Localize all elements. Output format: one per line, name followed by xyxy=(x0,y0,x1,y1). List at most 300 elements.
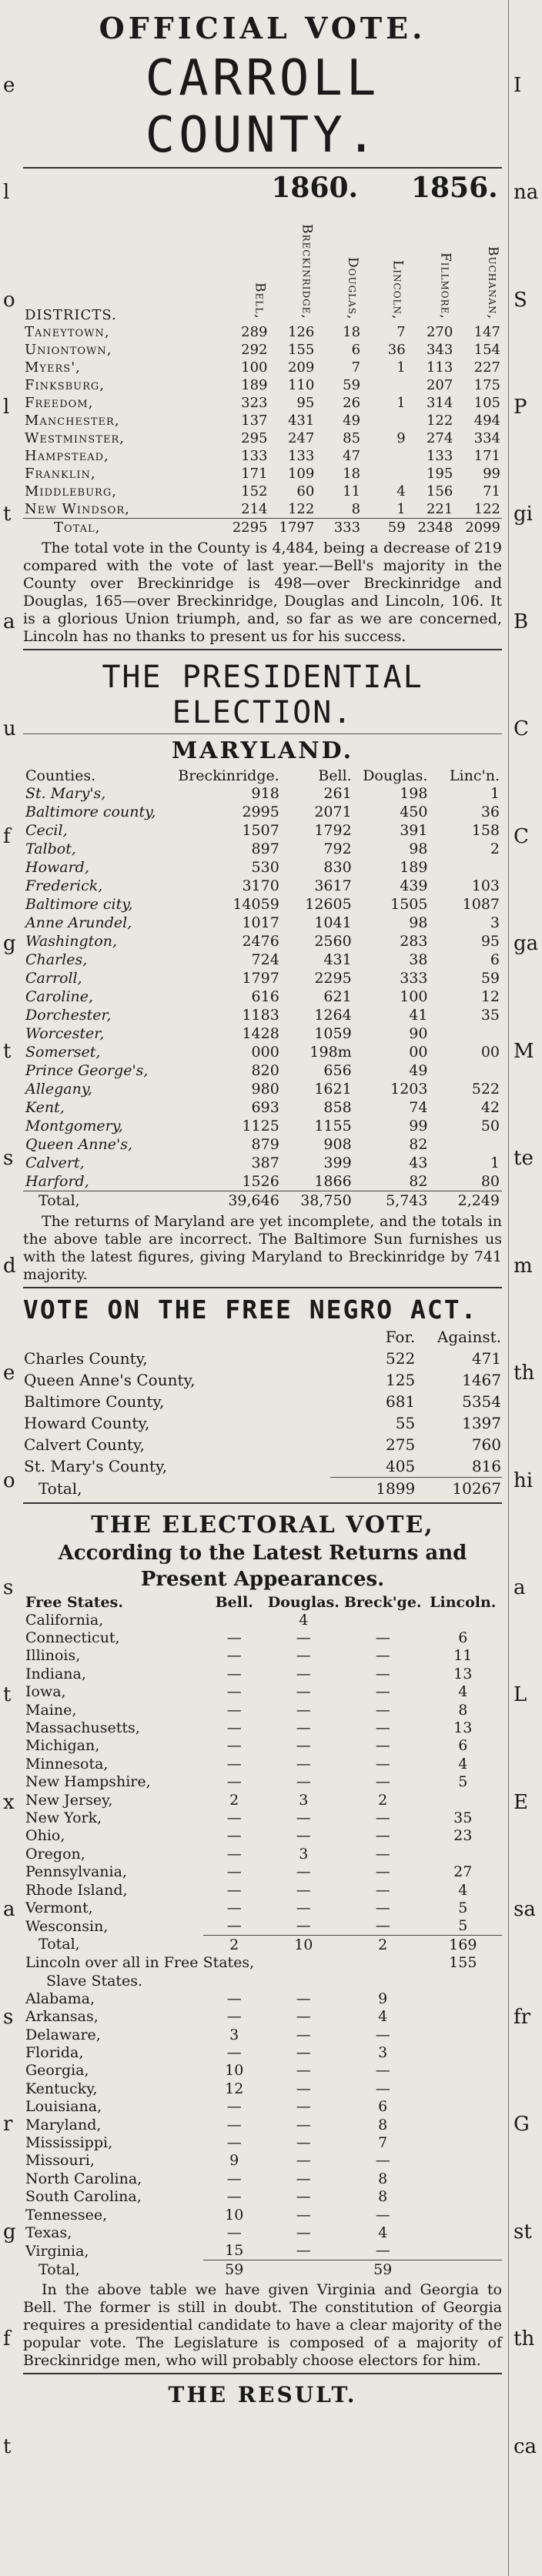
district-name: Uniontown, xyxy=(25,342,112,358)
margin-fragment: s xyxy=(3,1576,14,1599)
state-name: Oregon, xyxy=(25,1845,85,1863)
electoral-count: 10 xyxy=(225,2206,244,2224)
vote-count: 189 xyxy=(400,859,428,876)
electoral-count: 8 xyxy=(378,2170,388,2187)
margin-fragment: th xyxy=(514,2327,535,2350)
electoral-count: — xyxy=(226,2008,242,2026)
county-name: Talbot, xyxy=(25,840,76,857)
electoral-count: 10 xyxy=(225,2062,244,2080)
county-title: CARROLL COUNTY. xyxy=(145,50,380,164)
electoral-count: — xyxy=(226,1845,242,1863)
electoral-count: — xyxy=(226,2044,242,2062)
vote-count xyxy=(362,447,407,465)
electoral-count: 5 xyxy=(458,1917,468,1935)
total-value: 39,646 xyxy=(228,1192,279,1209)
margin-fragment: f xyxy=(3,825,11,848)
vote-count: 792 xyxy=(323,840,352,857)
electoral-count: 8 xyxy=(458,1701,468,1719)
vote-count: 105 xyxy=(473,395,500,411)
vote-count: 00 xyxy=(480,1044,500,1061)
table-row xyxy=(23,2206,502,2224)
divider xyxy=(23,2373,502,2374)
column-header: Breckinridge. xyxy=(178,767,279,784)
margin-fragment: f xyxy=(3,2327,11,2350)
electoral-count: — xyxy=(375,1881,390,1899)
electoral-count: 9 xyxy=(229,2152,239,2170)
table-row xyxy=(23,821,502,840)
total-value: 2 xyxy=(342,1936,424,1954)
vote-count: 980 xyxy=(251,1081,279,1098)
electoral-count: — xyxy=(375,1917,390,1935)
electoral-count: — xyxy=(375,1647,390,1665)
electoral-count: — xyxy=(296,2206,311,2224)
table-row xyxy=(23,2026,502,2043)
table-row xyxy=(23,914,502,932)
electoral-count: 5 xyxy=(458,1899,468,1916)
electoral-count: — xyxy=(296,1683,311,1701)
vote-count: 74 xyxy=(409,1099,428,1116)
electoral-count: — xyxy=(375,2062,390,2080)
table-row xyxy=(23,1647,502,1665)
vote-count: 292 xyxy=(241,342,268,358)
margin-fragment: a xyxy=(3,610,15,633)
electoral-count: — xyxy=(226,1809,242,1826)
state-name: Wesconsin, xyxy=(25,1917,109,1935)
table-row xyxy=(23,1665,502,1682)
column-header: Douglas. xyxy=(267,1594,340,1611)
electoral-count: — xyxy=(296,1737,311,1755)
lincoln-summary-label: Lincoln over all in Free States, xyxy=(25,1954,255,1972)
vote-count: 71 xyxy=(483,483,500,499)
margin-fragment: t xyxy=(3,503,12,526)
vote-count: 18 xyxy=(343,324,361,340)
electoral-count: — xyxy=(375,1665,390,1682)
table-row xyxy=(23,2133,502,2151)
vote-count: 154 xyxy=(473,342,500,358)
vote-count: 1866 xyxy=(314,1173,352,1190)
vote-count: 2295 xyxy=(314,970,352,987)
vote-count: 1797 xyxy=(242,970,279,987)
vote-count: 26 xyxy=(343,395,361,411)
vote-count: 59 xyxy=(343,377,361,393)
maryland-note: The returns of Maryland are yet incomplete, and the totals in the above table are incorrect. The Baltimore Sun furnishes us with the latest figures, giving Maryland to Breckinridge by 741 majority. xyxy=(23,1213,502,1283)
vote-count: 334 xyxy=(473,430,500,446)
electoral-count: 15 xyxy=(225,2242,244,2260)
divider xyxy=(23,649,502,650)
table-row xyxy=(23,2152,502,2170)
electoral-count: — xyxy=(296,2242,311,2260)
vote-count: 133 xyxy=(287,448,315,464)
candidate-header: Buchanan, xyxy=(485,246,500,319)
table-row xyxy=(23,1701,502,1719)
vote-count: 1183 xyxy=(242,1007,279,1024)
electoral-count xyxy=(424,2224,502,2241)
table-row xyxy=(23,1135,502,1154)
state-name: Tennessee, xyxy=(25,2206,108,2224)
electoral-count: — xyxy=(375,2152,390,2170)
vote-count: 1 xyxy=(490,785,500,802)
table-row xyxy=(23,1391,502,1412)
electoral-count: — xyxy=(296,1665,311,1682)
table-row xyxy=(23,1809,502,1826)
electoral-count: — xyxy=(375,2080,390,2097)
vote-count: 000 xyxy=(251,1044,279,1061)
electoral-count: — xyxy=(375,2026,390,2043)
vote-count xyxy=(362,465,407,483)
electoral-count: — xyxy=(296,1899,311,1916)
margin-fragment: P xyxy=(514,396,527,419)
electoral-count xyxy=(424,2206,502,2224)
vote-count: 1505 xyxy=(390,896,428,913)
total-row xyxy=(23,1478,502,1500)
electoral-count: — xyxy=(226,1755,242,1772)
table-row xyxy=(23,447,502,465)
vote-count: 858 xyxy=(323,1099,352,1116)
state-name: Maryland, xyxy=(25,2116,102,2133)
table-row xyxy=(23,2224,502,2241)
margin-fragment: na xyxy=(514,181,539,204)
column-header: Against. xyxy=(437,1328,501,1346)
table-row xyxy=(23,2242,502,2260)
vote-count: 621 xyxy=(323,988,352,1005)
table-row xyxy=(23,1737,502,1755)
electoral-count xyxy=(424,2098,502,2116)
electoral-count xyxy=(424,2008,502,2026)
electoral-count: — xyxy=(226,1881,242,1899)
electoral-count: — xyxy=(226,1629,242,1647)
total-value: 2295 xyxy=(232,520,268,536)
maryland-heading: MARYLAND. xyxy=(171,737,354,764)
table-row xyxy=(23,2098,502,2116)
divider xyxy=(23,1502,502,1504)
total-value: 59 xyxy=(342,2260,424,2279)
table-row xyxy=(23,483,502,500)
vote-count: 1 xyxy=(396,501,406,517)
vote-count: 95 xyxy=(480,933,500,950)
presidential-heading: THE PRESIDENTIAL ELECTION. xyxy=(102,660,423,730)
electoral-count xyxy=(424,2116,502,2133)
vote-count: 1017 xyxy=(242,914,279,931)
electoral-count: — xyxy=(375,1737,390,1755)
electoral-count: — xyxy=(226,2116,242,2133)
table-row xyxy=(23,895,502,914)
vote-count: 60 xyxy=(296,483,315,499)
vote-count: 35 xyxy=(480,1007,500,1024)
table-row xyxy=(23,1080,502,1098)
vote-count: 2995 xyxy=(242,804,279,820)
electoral-count: — xyxy=(226,1647,242,1665)
section-row xyxy=(23,1972,502,1990)
vote-count: 00 xyxy=(409,1044,428,1061)
year-1856: 1856. xyxy=(410,172,498,204)
vote-count: 214 xyxy=(241,501,268,517)
table-row xyxy=(23,2008,502,2026)
table-row xyxy=(23,803,502,821)
vote-count: 110 xyxy=(287,377,315,393)
vote-count: 1041 xyxy=(314,914,352,931)
electoral-count: 11 xyxy=(453,1647,473,1665)
county-name: Anne Arundel, xyxy=(25,914,132,931)
district-name: Middleburg, xyxy=(25,483,117,499)
electoral-count: — xyxy=(296,2098,311,2116)
electoral-count: 6 xyxy=(458,1629,468,1647)
electoral-count: — xyxy=(375,2242,390,2260)
vote-count: 14059 xyxy=(233,896,279,913)
carroll-results-table xyxy=(23,172,502,536)
vote-count: 49 xyxy=(409,1062,428,1079)
vote-count: 100 xyxy=(400,988,428,1005)
vote-count xyxy=(430,858,502,877)
vote-count: 494 xyxy=(473,413,500,429)
free-negro-heading: VOTE ON THE FREE NEGRO ACT. xyxy=(23,1295,478,1325)
electoral-count: — xyxy=(296,2026,311,2043)
state-name: Louisiana, xyxy=(25,2098,102,2116)
right-margin-fragments xyxy=(508,0,542,2576)
state-name: New York, xyxy=(25,1809,102,1826)
summary-row xyxy=(23,1953,502,1971)
vote-count: 122 xyxy=(426,413,453,429)
electoral-count: — xyxy=(226,1719,242,1737)
electoral-count: — xyxy=(226,1863,242,1881)
margin-fragment: o xyxy=(3,289,15,312)
result-heading: THE RESULT. xyxy=(168,2382,357,2408)
electoral-count: — xyxy=(296,2188,311,2206)
vote-count: 113 xyxy=(426,359,453,376)
electoral-count: — xyxy=(226,1737,242,1755)
vote-count: 99 xyxy=(483,466,500,482)
vote-count: 12605 xyxy=(305,896,352,913)
electoral-heading: THE ELECTORAL VOTE, xyxy=(91,1512,434,1539)
vote-count: 6 xyxy=(351,342,361,358)
electoral-count: 2 xyxy=(229,1791,239,1809)
table-row xyxy=(23,500,502,519)
total-label: Total, xyxy=(38,1478,82,1498)
electoral-count: 2 xyxy=(378,1791,388,1809)
table-row xyxy=(23,1845,502,1863)
margin-fragment: M xyxy=(514,1040,534,1063)
county-name: St. Mary's County, xyxy=(24,1457,167,1476)
vote-count: 270 xyxy=(426,324,453,340)
vote-count: 85 xyxy=(343,430,361,446)
state-name: Indiana, xyxy=(25,1665,86,1682)
table-row xyxy=(23,1863,502,1880)
lincoln-summary-value: 155 xyxy=(449,1954,477,1972)
table-row xyxy=(23,1434,502,1455)
margin-fragment: e xyxy=(3,74,15,97)
electoral-count: — xyxy=(296,2134,311,2152)
table-row xyxy=(23,1755,502,1772)
margin-fragment: E xyxy=(514,1791,528,1814)
vote-for: 681 xyxy=(386,1392,416,1411)
vote-count: 171 xyxy=(473,448,500,464)
table-row xyxy=(23,1172,502,1191)
maryland-results-table xyxy=(23,767,502,1210)
vote-count: 4 xyxy=(396,483,406,499)
electoral-count: 8 xyxy=(378,2116,388,2133)
total-value: 2 xyxy=(203,1936,266,1954)
state-name: North Carolina, xyxy=(25,2170,142,2187)
vote-count: 2560 xyxy=(314,933,352,950)
state-name: New Hampshire, xyxy=(25,1773,151,1791)
vote-count xyxy=(430,1135,502,1154)
table-row xyxy=(23,359,502,376)
table-row xyxy=(23,1348,502,1369)
table-row xyxy=(23,1629,502,1646)
total-value: 5,743 xyxy=(386,1192,428,1209)
district-name: New Windsor, xyxy=(25,501,130,517)
electoral-count: — xyxy=(296,1755,311,1772)
vote-for: 125 xyxy=(386,1371,416,1389)
free-negro-table xyxy=(23,1326,502,1499)
electoral-count: — xyxy=(296,1647,311,1665)
vote-count: 8 xyxy=(351,501,361,517)
vote-count: 156 xyxy=(426,483,453,499)
county-name: Prince George's, xyxy=(25,1062,149,1079)
county-name: Queen Anne's County, xyxy=(24,1371,196,1389)
margin-fragment: l xyxy=(3,181,10,204)
total-row xyxy=(23,519,502,537)
electoral-count: 3 xyxy=(299,1845,309,1863)
electoral-count: 8 xyxy=(378,2188,388,2206)
county-name: Montgomery, xyxy=(25,1118,123,1134)
county-name: Howard County, xyxy=(24,1414,150,1432)
vote-count: 1155 xyxy=(314,1118,352,1134)
total-value: 2348 xyxy=(417,520,453,536)
electoral-count: — xyxy=(296,2008,311,2026)
total-for: 1899 xyxy=(330,1478,417,1500)
divider xyxy=(23,1287,502,1288)
vote-count: 1059 xyxy=(314,1025,352,1042)
electoral-count: 9 xyxy=(378,1990,388,2007)
total-label: Total, xyxy=(38,2260,80,2278)
slave-states-label: Slave States. xyxy=(46,1972,143,1990)
electoral-count: 27 xyxy=(453,1863,473,1881)
vote-count: 830 xyxy=(323,859,352,876)
state-name: Virginia, xyxy=(25,2242,89,2260)
year-1860: 1860. xyxy=(271,172,359,204)
county-name: Harford, xyxy=(25,1173,89,1190)
county-name: Charles, xyxy=(25,951,88,968)
state-name: Maine, xyxy=(25,1701,77,1719)
electoral-table xyxy=(23,1594,502,2278)
margin-fragment: s xyxy=(3,1147,14,1170)
electoral-count: — xyxy=(375,1755,390,1772)
table-row xyxy=(23,341,502,359)
total-value: 2,249 xyxy=(457,1192,500,1209)
vote-count: 42 xyxy=(480,1099,500,1116)
margin-fragment: t xyxy=(3,2435,12,2458)
candidate-header: Breckinridge, xyxy=(299,224,315,319)
total-row xyxy=(23,1936,502,1954)
electoral-count: — xyxy=(375,1845,390,1863)
margin-fragment: S xyxy=(514,289,527,312)
electoral-count: 5 xyxy=(458,1773,468,1791)
state-name: Iowa, xyxy=(25,1683,66,1701)
vote-count: 189 xyxy=(241,377,268,393)
electoral-count: — xyxy=(296,1719,311,1737)
margin-fragment: r xyxy=(3,2113,13,2136)
margin-fragment: G xyxy=(514,2113,530,2136)
electoral-count: — xyxy=(226,1917,242,1935)
vote-count: 431 xyxy=(323,951,352,968)
district-name: Hampstead, xyxy=(25,448,109,464)
vote-count: 1 xyxy=(490,1154,500,1171)
vote-against: 1467 xyxy=(462,1371,501,1389)
vote-count: 399 xyxy=(323,1154,352,1171)
district-name: Manchester, xyxy=(25,413,120,429)
state-name: Pennsylvania, xyxy=(25,1863,127,1881)
vote-count: 1792 xyxy=(314,822,352,839)
district-name: Myers', xyxy=(25,359,81,376)
table-row xyxy=(23,932,502,951)
county-name: Howard, xyxy=(25,859,89,876)
state-name: Michigan, xyxy=(25,1737,100,1755)
state-name: Minnesota, xyxy=(25,1755,109,1772)
candidate-header: Douglas, xyxy=(345,256,361,319)
column-header: Lincoln. xyxy=(430,1594,497,1611)
vote-count: 2 xyxy=(490,840,500,857)
total-value: 169 xyxy=(424,1936,502,1954)
column-header: Counties. xyxy=(25,767,96,784)
margin-fragment: a xyxy=(514,1576,526,1599)
vote-count: 82 xyxy=(409,1173,428,1190)
electoral-count xyxy=(424,2062,502,2080)
table-row xyxy=(23,1154,502,1172)
vote-count: 90 xyxy=(409,1025,428,1042)
vote-count: 126 xyxy=(287,324,315,340)
state-name: California, xyxy=(25,1611,104,1629)
state-name: Rhode Island, xyxy=(25,1881,128,1899)
total-value: 38,750 xyxy=(300,1192,352,1209)
vote-count: 38 xyxy=(409,951,428,968)
vote-count: 133 xyxy=(426,448,453,464)
vote-count: 100 xyxy=(241,359,268,376)
margin-fragment: m xyxy=(514,1255,533,1278)
table-row xyxy=(23,1043,502,1061)
table-row xyxy=(23,784,502,803)
vote-count: 98 xyxy=(409,840,428,857)
column-header: Douglas. xyxy=(363,767,428,784)
state-name: Missouri, xyxy=(25,2152,95,2170)
vote-against: 1397 xyxy=(462,1414,501,1432)
vote-count: 431 xyxy=(287,413,315,429)
table-row xyxy=(23,1117,502,1135)
margin-fragment: I xyxy=(514,74,522,97)
vote-against: 471 xyxy=(471,1349,501,1368)
margin-fragment: C xyxy=(514,717,529,740)
total-label: Total, xyxy=(54,520,101,536)
margin-fragment: e xyxy=(3,1362,15,1385)
vote-count: 50 xyxy=(480,1118,500,1134)
county-name: Calvert, xyxy=(25,1154,85,1171)
vote-count: 195 xyxy=(426,466,453,482)
vote-count: 207 xyxy=(426,377,453,393)
electoral-count: — xyxy=(226,2188,242,2206)
county-name: Caroline, xyxy=(25,988,94,1005)
vote-for: 405 xyxy=(386,1457,416,1475)
vote-count: 82 xyxy=(409,1136,428,1153)
margin-fragment: fr xyxy=(514,2006,531,2029)
electoral-count: — xyxy=(375,1629,390,1647)
electoral-count: — xyxy=(226,1683,242,1701)
county-name: Calvert County, xyxy=(24,1435,145,1454)
table-row xyxy=(23,429,502,447)
table-row xyxy=(23,951,502,969)
table-row xyxy=(23,2080,502,2097)
column-header: Breck'ge. xyxy=(343,1594,422,1611)
vote-count: 47 xyxy=(343,448,361,464)
electoral-count: — xyxy=(226,1665,242,1682)
